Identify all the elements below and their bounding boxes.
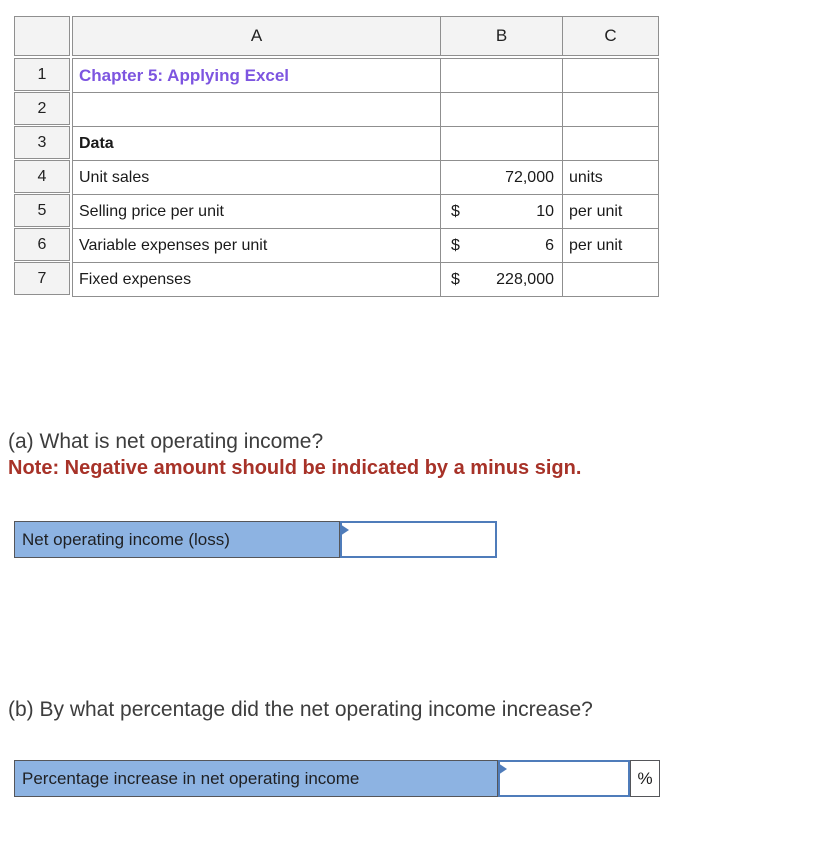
question-a-note: Note: Negative amount should be indicated by a minus sign. — [8, 457, 582, 479]
currency-symbol: $ — [451, 236, 460, 254]
cell-value: 228,000 — [496, 270, 554, 288]
cell-value: 10 — [536, 202, 554, 220]
row-header-2: 2 — [14, 92, 70, 125]
answer-label-a: Net operating income (loss) — [14, 521, 340, 558]
cell-b5 — [441, 195, 563, 229]
cell-b3 — [441, 127, 563, 161]
cell-b1 — [441, 59, 563, 93]
column-header-a: A — [72, 16, 441, 56]
cell-value: 72,000 — [505, 168, 554, 186]
column-header-c: C — [562, 16, 659, 56]
question-b-prompt: (b) By what percentage did the net operating income increase? — [8, 698, 593, 721]
sheet-row-2 — [73, 93, 659, 127]
cell-c5: per unit — [563, 195, 659, 229]
cell-c3 — [563, 127, 659, 161]
cell-a7: Fixed expenses — [73, 263, 441, 297]
answer-row-b — [14, 760, 660, 797]
cell-a2 — [73, 93, 441, 127]
cell-b6 — [441, 229, 563, 263]
sheet-row-4 — [73, 161, 659, 195]
cell-b2 — [441, 93, 563, 127]
sheet-row-7 — [73, 263, 659, 297]
currency-symbol: $ — [451, 202, 460, 220]
cell-a1: Chapter 5: Applying Excel — [73, 59, 441, 93]
row-header-5: 5 — [14, 194, 70, 227]
row-header-3: 3 — [14, 126, 70, 159]
row-header-7: 7 — [14, 262, 70, 295]
sheet-row-5 — [73, 195, 659, 229]
row-header-6: 6 — [14, 228, 70, 261]
percent-suffix-cell: % — [630, 760, 660, 797]
cell-c6: per unit — [563, 229, 659, 263]
net-operating-income-input[interactable] — [340, 521, 497, 558]
cell-b7 — [441, 263, 563, 297]
cell-b4 — [441, 161, 563, 195]
sheet-row-1 — [73, 59, 659, 93]
cell-a6: Variable expenses per unit — [73, 229, 441, 263]
sheet-row-3 — [73, 127, 659, 161]
cell-a4: Unit sales — [73, 161, 441, 195]
spreadsheet — [14, 16, 664, 298]
percentage-increase-input[interactable] — [498, 760, 630, 797]
row-header-4: 4 — [14, 160, 70, 193]
cell-a3: Data — [73, 127, 441, 161]
sheet-column-headers — [72, 16, 659, 56]
question-a-prompt: (a) What is net operating income? — [8, 430, 324, 453]
cell-c2 — [563, 93, 659, 127]
cell-value: 6 — [545, 236, 554, 254]
currency-symbol: $ — [451, 270, 460, 288]
cell-c7 — [563, 263, 659, 297]
answer-label-b: Percentage increase in net operating income — [14, 760, 498, 797]
cell-a5: Selling price per unit — [73, 195, 441, 229]
sheet-grid — [72, 58, 659, 297]
sheet-corner-cell — [14, 16, 70, 56]
sheet-row-headers — [14, 58, 70, 296]
response-flag-icon — [498, 763, 507, 775]
sheet-row-6 — [73, 229, 659, 263]
answer-row-a — [14, 521, 497, 558]
row-header-1: 1 — [14, 58, 70, 91]
response-flag-icon — [340, 524, 349, 536]
cell-c1 — [563, 59, 659, 93]
cell-c4: units — [563, 161, 659, 195]
column-header-b: B — [440, 16, 563, 56]
